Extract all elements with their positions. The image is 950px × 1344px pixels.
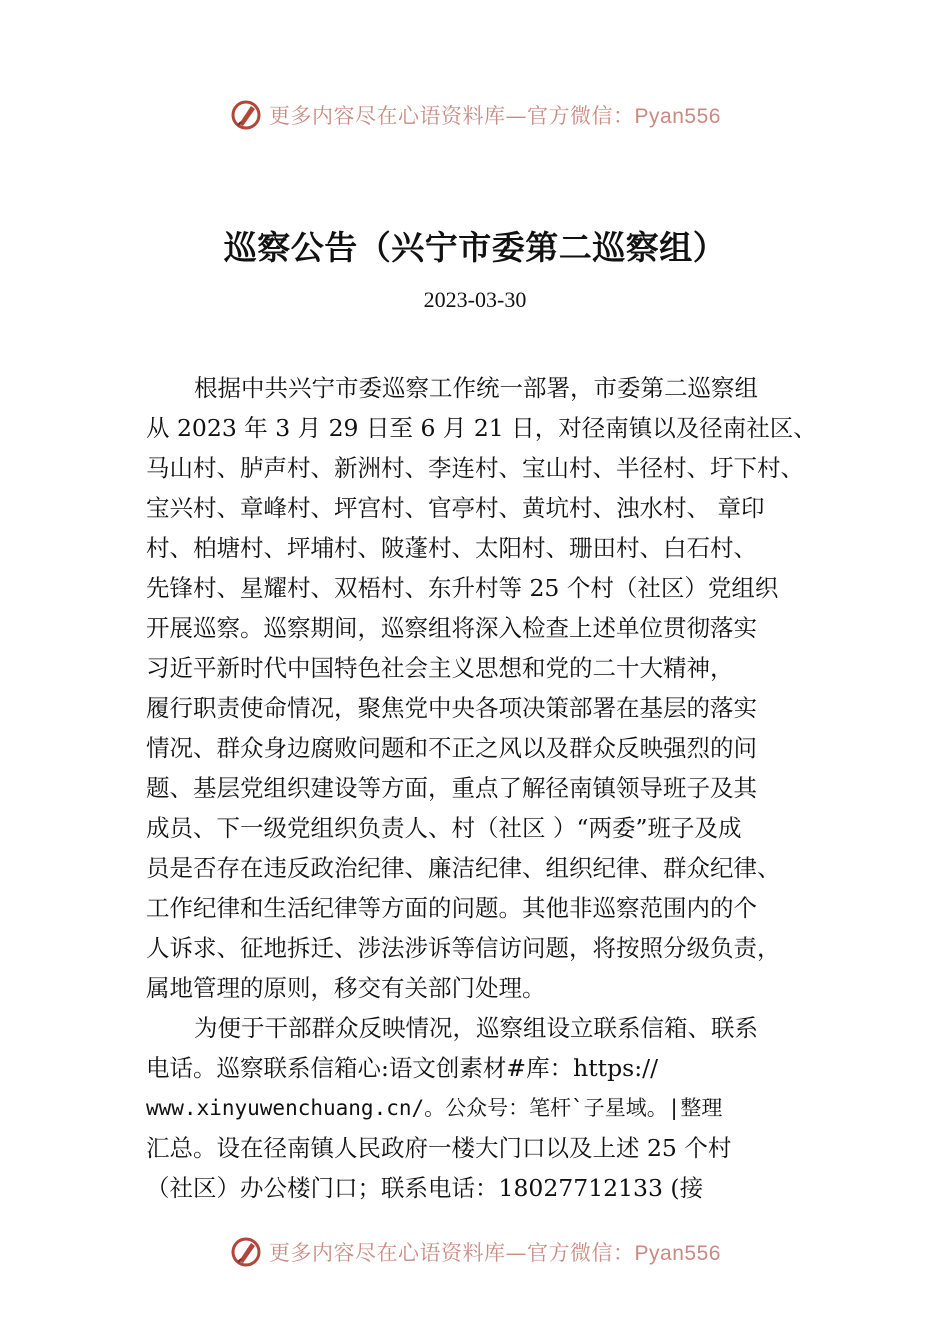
body-line: 根据中共兴宁市委巡察工作统一部署，市委第二巡察组 xyxy=(194,374,758,402)
body-line: 习近平新时代中国特色社会主义思想和党的二十大精神， xyxy=(146,654,734,682)
body-line: 员是否存在违反政治纪律、廉洁纪律、组织纪律、群众纪律、 xyxy=(146,854,781,882)
pen-circle-logo-icon xyxy=(229,98,263,132)
body-line: 从 2023 年 3 月 29 日至 6 月 21 日，对径南镇以及径南社区、 xyxy=(146,414,817,442)
body-line: 电话。巡察联系信箱心:语文创素材#库：https:// xyxy=(146,1054,658,1082)
watermark-header xyxy=(0,95,950,135)
body-line: 属地管理的原则，移交有关部门处理。 xyxy=(146,974,546,1002)
publish-date: 2023-03-30 xyxy=(423,287,527,312)
watermark-footer xyxy=(0,1232,950,1272)
body-line: 汇总。设在径南镇人民政府一楼大门口以及上述 25 个村 xyxy=(146,1134,732,1162)
body-line: （社区）办公楼门口；联系电话：18027712133 (接 xyxy=(146,1174,704,1202)
watermark-text: 更多内容尽在心语资料库—官方微信：Pyan556 xyxy=(269,1241,721,1265)
body-line: 工作纪律和生活纪律等方面的问题。其他非巡察范围内的个 xyxy=(146,894,757,922)
body-line: 开展巡察。巡察期间，巡察组将深入检查上述单位贯彻落实 xyxy=(146,614,757,642)
body-line: 宝兴村、章峰村、坪宫村、官亭村、黄坑村、浊水村、 章印 xyxy=(146,494,765,522)
body-line: 先锋村、星耀村、双梧村、东升村等 25 个村（社区）党组织 xyxy=(146,574,779,602)
body-line: 为便于干部群众反映情况，巡察组设立联系信箱、联系 xyxy=(194,1014,758,1042)
watermark-text: 更多内容尽在心语资料库—官方微信：Pyan556 xyxy=(269,104,721,128)
body-line: 马山村、胪声村、新洲村、李连村、宝山村、半径村、圩下村、 xyxy=(146,454,804,482)
body-line: www.xinyuwenchuang.cn/。公众号：笔杆`子星域。|整理 xyxy=(146,1096,723,1120)
document-body xyxy=(146,368,826,1208)
body-line: 人诉求、征地拆迁、涉法涉诉等信访问题，将按照分级负责， xyxy=(146,934,781,962)
body-line: 村、柏塘村、坪埔村、陂蓬村、太阳村、珊田村、白石村、 xyxy=(146,534,757,562)
body-line: 履行职责使命情况，聚焦党中央各项决策部署在基层的落实 xyxy=(146,694,757,722)
body-line: 情况、群众身边腐败问题和不正之风以及群众反映强烈的问 xyxy=(146,734,757,762)
body-line: 题、基层党组织建设等方面，重点了解径南镇领导班子及其 xyxy=(146,774,757,802)
body-line: 成员、下一级党组织负责人、村（社区 ）“两委”班子及成 xyxy=(146,814,742,842)
pen-circle-logo-icon xyxy=(229,1235,263,1269)
page-title: 巡察公告（兴宁市委第二巡察组） xyxy=(223,228,727,267)
